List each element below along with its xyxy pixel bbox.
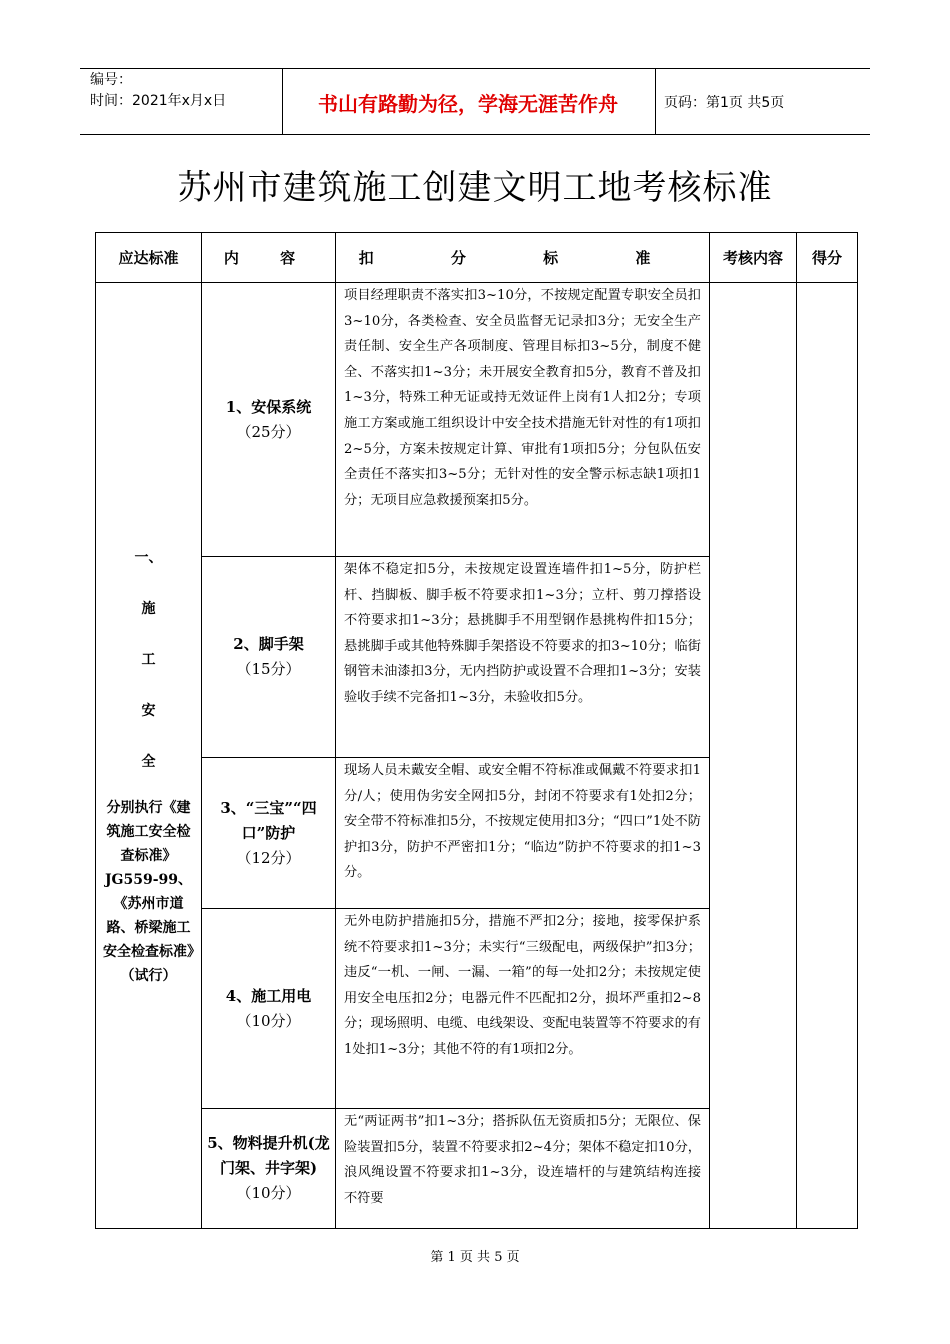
category-char: 施: [141, 601, 156, 617]
item-cell: [202, 557, 336, 758]
category-char: 安: [141, 703, 156, 719]
document-time-label: 时间：2021年x月x日: [90, 93, 227, 109]
header-motto: 书山有路勤为径，学海无涯苦作舟: [318, 92, 618, 116]
item-score: （12分）: [236, 848, 301, 867]
item-cell: [202, 909, 336, 1109]
category-index: 一、: [134, 550, 163, 566]
item-cell: [202, 283, 336, 557]
criteria-cell: 无外电防护措施扣5分，措施不严扣2分；接地，接零保护系统不符要求扣1~3分；未实行“三级配电，两级保护”扣3分；违反“一机、一闸、一漏、一箱”的每一处扣2分；未按规定使用安全电压扣2分；电器元件不匹配扣2分，损坏严重扣2~8分；现场照明、电缆、电线架设、变配电装置等不符要求的有1处扣1~3分；其他不符的有1项扣2分。: [336, 909, 710, 1109]
header-top-rule: [80, 68, 870, 69]
document-number-label: 编号：: [90, 72, 132, 88]
criteria-cell: 项目经理职责不落实扣3~10分，不按规定配置专职安全员扣3~10分，各类检查、安全员监督无记录扣3分；无安全生产责任制、安全生产各项制度、管理目标扣3~5分，制度不健全、不落实扣1~3分；未开展安全教育扣5分，教育不普及扣1~3分，特殊工种无证或持无效证件上岗有1人扣2分；专项施工方案或施工组织设计中安全技术措施无针对性的有1项扣2~5分，方案未按规定计算、审批有1项扣5分；分包队伍安全责任不落实扣3~5分；无针对性的安全警示标志缺1项扣1分；无项目应急救援预案扣5分。: [336, 283, 710, 557]
item-cell: [202, 758, 336, 909]
item-cell: [202, 1109, 336, 1229]
criteria-cell: 无“两证两书”扣1~3分；搭拆队伍无资质扣5分；无限位、保险装置扣5分，装置不符要求扣2~4分；架体不稳定扣10分，浪风绳设置不符要求扣1~3分，设连墙杆的与建筑结构连接不符要: [336, 1109, 710, 1229]
column-header-standard: 应达标准: [96, 233, 202, 283]
column-header-score: 得分: [797, 233, 858, 283]
item-name: 2、脚手架: [233, 635, 304, 653]
column-header-content: 内 容: [202, 233, 336, 283]
item-score: （25分）: [236, 422, 301, 441]
category-char: 工: [141, 652, 156, 668]
assessment-table: [95, 232, 858, 1229]
header-divider-right: [655, 68, 656, 134]
assessment-cell: [710, 283, 797, 1229]
item-name: 1、安保系统: [225, 397, 312, 416]
item-name: 3、“三宝”“四口”防护: [220, 798, 317, 842]
page-footer: 第 1 页 共 5 页: [430, 1250, 520, 1265]
column-header-criteria: 扣 分 标 准: [336, 233, 710, 283]
item-score: （15分）: [236, 660, 301, 678]
criteria-cell: 架体不稳定扣5分，未按规定设置连墙件扣1~5分，防护栏杆、挡脚板、脚手板不符要求扣1~3分；立杆、剪刀撑搭设不符要求扣1~3分；悬挑脚手不用型钢作悬挑构件扣15分；悬挑脚手或其他特殊脚手架搭设不符要求的扣3~10分；临街钢管未油漆扣3分，无内挡防护或设置不合理扣1~3分；安装验收手续不完备扣1~3分，未验收扣5分。: [336, 557, 710, 758]
table-header-row: [96, 233, 858, 283]
table-row: [96, 283, 858, 557]
category-cell: [96, 283, 202, 1229]
category-note: 分别执行《建筑施工安全检查标准》JG559-99、《苏州市道路、桥梁施工安全检查标准》（试行）: [103, 800, 194, 984]
item-score: （10分）: [236, 1184, 301, 1202]
item-name: 4、施工用电: [225, 986, 312, 1005]
column-header-assessment: 考核内容: [710, 233, 797, 283]
header-meta: [90, 70, 226, 112]
header-bottom-rule: [80, 134, 870, 135]
header-page-info: 页码：第1页 共5页: [664, 95, 785, 111]
item-score: （10分）: [236, 1011, 301, 1030]
category-char: 全: [141, 754, 156, 770]
criteria-cell: 现场人员未戴安全帽、或安全帽不符标准或佩戴不符要求扣1分/人；使用伪劣安全网扣5分，封闭不符要求有1处扣2分；安全带不符标准扣5分，不按规定使用扣3分；“四口”1处不防护扣3分，防护不严密扣1分；“临边”防护不符要求的扣1~3分。: [336, 758, 710, 909]
page-title: 苏州市建筑施工创建文明工地考核标准: [177, 168, 773, 208]
score-cell: [797, 283, 858, 1229]
item-name: 5、物料提升机(龙门架、井字架): [207, 1134, 330, 1177]
